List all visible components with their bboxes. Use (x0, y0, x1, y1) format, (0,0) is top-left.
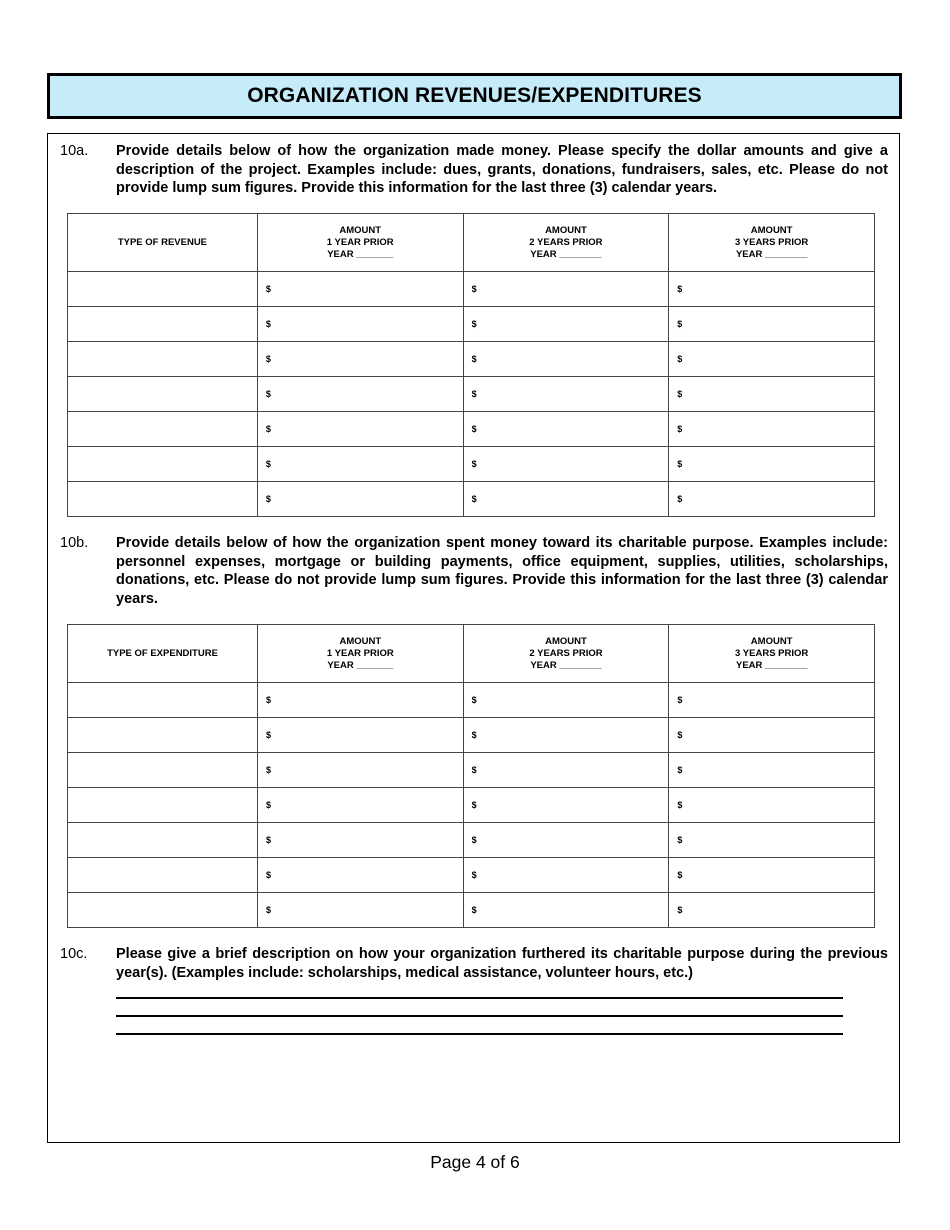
table-row (68, 482, 875, 517)
amount-3-years-header: AMOUNT 3 YEARS PRIOR YEAR ________ (669, 214, 875, 272)
page-number: Page 4 of 6 (430, 1152, 520, 1172)
type-cell[interactable] (68, 307, 258, 342)
type-cell[interactable] (68, 788, 258, 823)
type-of-expenditure-header: TYPE OF EXPENDITURE (68, 625, 258, 683)
amount-cell[interactable] (669, 342, 875, 377)
type-cell[interactable] (68, 753, 258, 788)
amount-cell[interactable] (463, 753, 669, 788)
amount-cell[interactable] (463, 858, 669, 893)
dollar-sign: $ (677, 695, 683, 705)
amount-cell[interactable] (463, 272, 669, 307)
amount-cell[interactable] (258, 893, 464, 928)
question-10c (60, 945, 890, 985)
amount-cell[interactable] (669, 858, 875, 893)
amount-cell[interactable] (463, 893, 669, 928)
question-number: 10c. (60, 946, 88, 962)
amount-cell[interactable] (463, 718, 669, 753)
amount-cell[interactable] (257, 447, 463, 482)
amount-cell[interactable] (463, 447, 669, 482)
dollar-sign: $ (677, 835, 683, 845)
amount-1-year-header: AMOUNT 1 YEAR PRIOR YEAR _______ (257, 214, 463, 272)
table-row (68, 377, 875, 412)
amount-cell[interactable] (257, 377, 463, 412)
table-row (68, 893, 875, 928)
dollar-sign: $ (265, 459, 271, 469)
dollar-sign: $ (266, 905, 272, 915)
question-10a (60, 142, 890, 198)
type-cell[interactable] (68, 858, 258, 893)
amount-cell[interactable] (257, 272, 463, 307)
amount-cell[interactable] (463, 342, 669, 377)
table-row (68, 683, 875, 718)
dollar-sign: $ (471, 424, 477, 434)
dollar-sign: $ (266, 765, 272, 775)
dollar-sign: $ (677, 354, 683, 364)
amount-cell[interactable] (258, 718, 464, 753)
amount-cell[interactable] (258, 858, 464, 893)
answer-line-2[interactable] (116, 1015, 843, 1017)
amount-cell[interactable] (669, 447, 875, 482)
type-of-revenue-header: TYPE OF REVENUE (68, 214, 258, 272)
amount-cell[interactable] (258, 823, 464, 858)
type-cell[interactable] (68, 683, 258, 718)
dollar-sign: $ (471, 319, 477, 329)
amount-cell[interactable] (463, 788, 669, 823)
dollar-sign: $ (677, 765, 683, 775)
amount-3-years-header: AMOUNT 3 YEARS PRIOR YEAR ________ (669, 625, 875, 683)
dollar-sign: $ (471, 695, 477, 705)
amount-1-year-header: AMOUNT 1 YEAR PRIOR YEAR _______ (258, 625, 464, 683)
question-number: 10a. (60, 143, 89, 159)
amount-cell[interactable] (669, 753, 875, 788)
amount-cell[interactable] (463, 823, 669, 858)
amount-cell[interactable] (669, 788, 875, 823)
dollar-sign: $ (677, 459, 683, 469)
dollar-sign: $ (471, 354, 477, 364)
question-text: Provide details below of how the organization spent money toward its charitable purpose. Examples include: personnel expenses, mortgage or building payments, office equipment, supplies, utilities, scholarships, donations, etc. Please do not provide lump sum figures. Provide this information for the last three (3) calendar years. (116, 535, 888, 607)
dollar-sign: $ (471, 389, 477, 399)
dollar-sign: $ (265, 319, 271, 329)
question-10b (60, 534, 890, 608)
type-cell[interactable] (68, 893, 258, 928)
amount-cell[interactable] (257, 342, 463, 377)
question-text: Please give a brief description on how your organization furthered its charitable purpose during the previous year(s). (Examples include: scholarships, medical assistance, volunteer hours, etc.) (116, 946, 888, 981)
dollar-sign: $ (471, 870, 477, 880)
dollar-sign: $ (677, 319, 683, 329)
type-cell[interactable] (68, 823, 258, 858)
table-row (68, 858, 875, 893)
dollar-sign: $ (266, 835, 272, 845)
table-row (68, 788, 875, 823)
table-row (68, 823, 875, 858)
amount-cell[interactable] (463, 307, 669, 342)
amount-cell[interactable] (463, 377, 669, 412)
dollar-sign: $ (266, 730, 272, 740)
table-row (68, 447, 875, 482)
dollar-sign: $ (677, 905, 683, 915)
amount-2-years-header: AMOUNT 2 YEARS PRIOR YEAR ________ (463, 214, 669, 272)
type-cell[interactable] (68, 412, 258, 447)
amount-cell[interactable] (258, 753, 464, 788)
dollar-sign: $ (265, 354, 271, 364)
type-cell[interactable] (68, 342, 258, 377)
dollar-sign: $ (471, 284, 477, 294)
dollar-sign: $ (471, 494, 477, 504)
dollar-sign: $ (266, 695, 272, 705)
table-header-row (68, 214, 875, 272)
dollar-sign: $ (265, 424, 271, 434)
dollar-sign: $ (677, 424, 683, 434)
dollar-sign: $ (677, 800, 683, 810)
dollar-sign: $ (677, 730, 683, 740)
dollar-sign: $ (265, 494, 271, 504)
dollar-sign: $ (266, 870, 272, 880)
amount-cell[interactable] (669, 307, 875, 342)
table-header-row (68, 625, 875, 683)
answer-line-3[interactable] (116, 1033, 843, 1035)
table-row (68, 718, 875, 753)
amount-cell[interactable] (257, 412, 463, 447)
type-cell[interactable] (68, 272, 258, 307)
dollar-sign: $ (265, 284, 271, 294)
table-row (68, 307, 875, 342)
amount-cell[interactable] (669, 718, 875, 753)
dollar-sign: $ (265, 389, 271, 399)
type-cell[interactable] (68, 377, 258, 412)
dollar-sign: $ (677, 284, 683, 294)
type-cell[interactable] (68, 447, 258, 482)
table-row (68, 272, 875, 307)
type-cell[interactable] (68, 482, 258, 517)
amount-cell[interactable] (463, 482, 669, 517)
amount-cell[interactable] (669, 823, 875, 858)
expenditure-table (67, 624, 875, 928)
dollar-sign: $ (677, 389, 683, 399)
table-row (68, 753, 875, 788)
dollar-sign: $ (471, 459, 477, 469)
amount-cell[interactable] (669, 893, 875, 928)
amount-cell[interactable] (669, 683, 875, 718)
type-cell[interactable] (68, 718, 258, 753)
dollar-sign: $ (471, 835, 477, 845)
question-number: 10b. (60, 535, 89, 551)
section-title-box (47, 73, 902, 119)
dollar-sign: $ (471, 765, 477, 775)
amount-2-years-header: AMOUNT 2 YEARS PRIOR YEAR ________ (463, 625, 669, 683)
amount-cell[interactable] (669, 482, 875, 517)
dollar-sign: $ (677, 494, 683, 504)
amount-cell[interactable] (463, 412, 669, 447)
table-row (68, 412, 875, 447)
section-title: ORGANIZATION REVENUES/EXPENDITURES (247, 84, 702, 107)
answer-line-1[interactable] (116, 997, 843, 999)
dollar-sign: $ (471, 730, 477, 740)
dollar-sign: $ (471, 800, 477, 810)
dollar-sign: $ (266, 800, 272, 810)
amount-cell[interactable] (463, 683, 669, 718)
dollar-sign: $ (677, 870, 683, 880)
question-text: Provide details below of how the organization made money. Please specify the dollar amounts and give a description of the project. Examples include: dues, grants, donations, fundraisers, sales, etc. Please do not provide lump sum figures. Provide this information for the last three (3) calendar years. (116, 143, 888, 196)
amount-cell[interactable] (258, 683, 464, 718)
amount-cell[interactable] (257, 307, 463, 342)
amount-cell[interactable] (669, 377, 875, 412)
amount-cell[interactable] (669, 412, 875, 447)
revenue-table (67, 213, 875, 517)
dollar-sign: $ (471, 905, 477, 915)
amount-cell[interactable] (669, 272, 875, 307)
amount-cell[interactable] (257, 482, 463, 517)
table-row (68, 342, 875, 377)
amount-cell[interactable] (258, 788, 464, 823)
